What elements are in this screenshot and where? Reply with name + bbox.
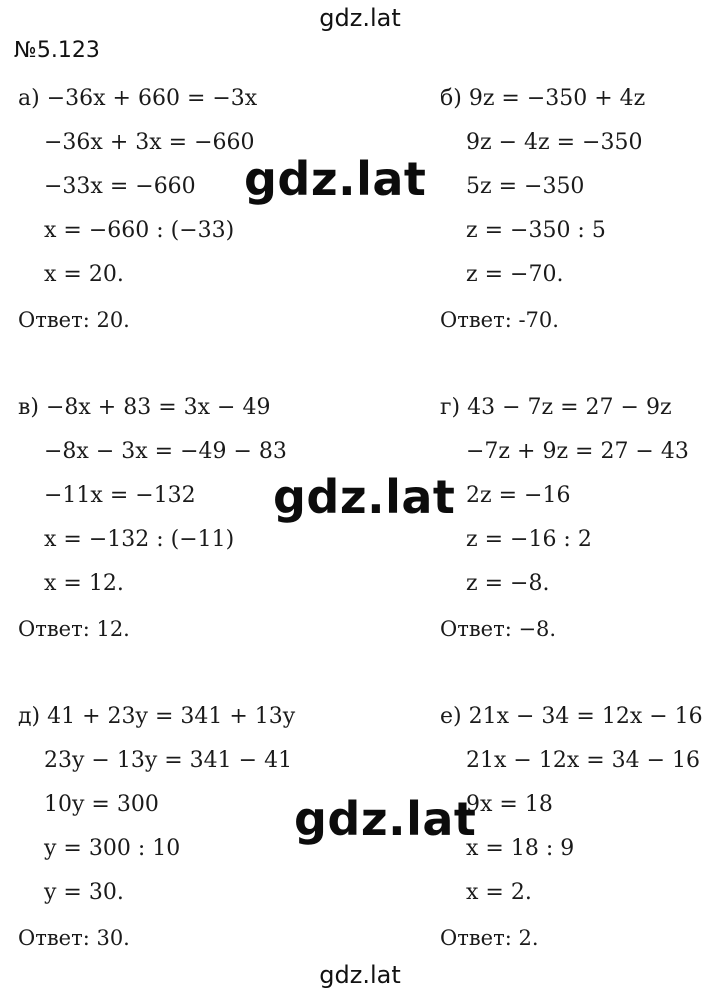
equation-line: 9z = −350 + 4z	[468, 86, 646, 111]
equation-line: 23y − 13y = 341 − 41	[44, 748, 293, 773]
equation-line: −33x = −660	[44, 174, 196, 199]
answer-line: Ответ: 30.	[18, 926, 130, 950]
equation-line: 5z = −350	[466, 174, 585, 199]
watermark: gdz.lat	[294, 792, 477, 846]
part-label: е)	[440, 704, 462, 729]
equation-line: x = 12.	[44, 571, 124, 596]
watermark: gdz.lat	[273, 470, 456, 524]
part-e-equation	[440, 704, 703, 729]
part-label: б)	[440, 86, 462, 111]
equation-line: 41 + 23y = 341 + 13y	[47, 704, 296, 729]
equation-line: 9x = 18	[466, 792, 553, 817]
site-header: gdz.lat	[319, 4, 401, 32]
equation-line: −11x = −132	[44, 483, 196, 508]
part-label: а)	[18, 86, 40, 111]
equation-line: x = 20.	[44, 262, 124, 287]
watermark: gdz.lat	[244, 152, 427, 206]
equation-line: x = 2.	[466, 880, 532, 905]
answer-line: Ответ: 12.	[18, 617, 130, 641]
equation-line: y = 30.	[44, 880, 124, 905]
equation-line: y = 300 : 10	[44, 836, 181, 861]
equation-line: 2z = −16	[466, 483, 571, 508]
equation-line: −8x − 3x = −49 − 83	[44, 439, 287, 464]
part-a-equation	[18, 86, 257, 111]
equation-line: z = −16 : 2	[466, 527, 592, 552]
part-label: д)	[18, 704, 41, 729]
part-g-equation	[440, 395, 672, 420]
part-label: в)	[18, 395, 39, 420]
equation-line: −8x + 83 = 3x − 49	[45, 395, 271, 420]
equation-line: −36x + 660 = −3x	[46, 86, 258, 111]
equation-line: x = −660 : (−33)	[44, 218, 235, 243]
equation-line: 21x − 34 = 12x − 16	[468, 704, 703, 729]
equation-line: z = −70.	[466, 262, 564, 287]
answer-line: Ответ: 20.	[18, 308, 130, 332]
equation-line: −7z + 9z = 27 − 43	[466, 439, 689, 464]
part-d-equation	[18, 704, 295, 729]
equation-line: 21x − 12x = 34 − 16	[466, 748, 701, 773]
problem-number: №5.123	[14, 38, 100, 63]
site-footer: gdz.lat	[319, 961, 401, 989]
answer-line: Ответ: −8.	[440, 617, 557, 641]
equation-line: 9z − 4z = −350	[466, 130, 643, 155]
equation-line: z = −350 : 5	[466, 218, 606, 243]
part-label: г)	[440, 395, 461, 420]
answer-line: Ответ: 2.	[440, 926, 539, 950]
part-b-equation	[440, 86, 645, 111]
equation-line: −36x + 3x = −660	[44, 130, 255, 155]
equation-line: x = 18 : 9	[466, 836, 575, 861]
equation-line: 10y = 300	[44, 792, 159, 817]
part-v-equation	[18, 395, 270, 420]
equation-line: 43 − 7z = 27 − 9z	[467, 395, 672, 420]
equation-line: z = −8.	[466, 571, 550, 596]
equation-line: x = −132 : (−11)	[44, 527, 235, 552]
answer-line: Ответ: -70.	[440, 308, 559, 332]
